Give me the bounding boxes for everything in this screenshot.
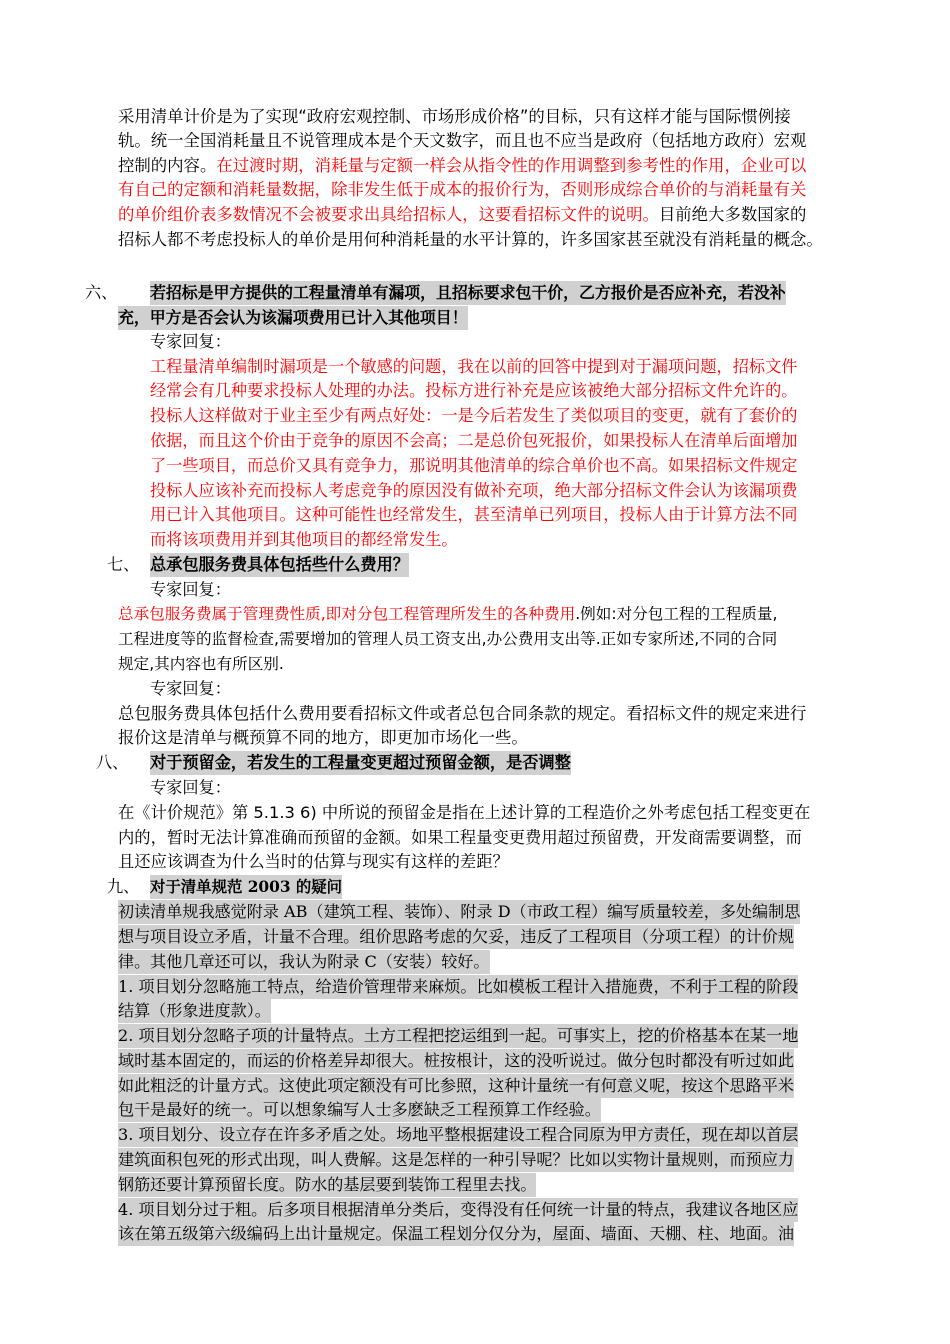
section-9-paragraph-line-2: 想与项目设立矛盾，计量不合理。组价思路考虑的欠妥，违反了工程项目（分项工程）的计价规 [118,925,794,949]
section-6-answer-line-6: 投标人应该补充而投标人考虑竞争的原因没有做补充项，绝大部分招标文件会认为该漏项费 [150,481,798,500]
section-8-expert-label: 专家回复： [150,778,231,797]
section-7-answer-line-1 [118,602,777,626]
section-9-item-3-line-3: 钢筋还要计算预留长度。防水的基层要到装饰工程里去找。 [118,1173,536,1197]
section-9-item-2-line-4: 包干是最好的统一。可以想象编写人士多麽缺乏工程预算工作经验。 [118,1098,601,1122]
section-8-question: 对于预留金，若发生的工程量变更超过预留金额，是否调整 [150,751,571,775]
section-9-item-3-line-2: 建筑面积包死的形式出现，叫人费解。这是怎样的一种引导呢？比如以实物计量规则，而预应力 [118,1148,794,1172]
section-7-expert-label-1: 专家回复： [150,580,231,599]
intro-line-5 [118,203,806,227]
section-9-item-2-line-1: 2. 项目划分忽略子项的计量特点。土方工程把挖运组到一起。可事实上，挖的价格基本在某一地 [118,1024,798,1048]
section-9-number: 九、 [107,877,140,896]
section-7-question: 总承包服务费具体包括些什么费用？ [150,553,409,577]
intro-line-3-black: 控制的内容。 [118,156,217,175]
section-6-answer-line-3: 投标人这样做对于业主至少有两点好处：一是今后若发生了类似项目的变更，就有了套价的 [150,406,798,425]
section-9-item-2-line-2: 域时基本固定的，而运的价格差异却很大。桩按根计，这的没听说过。做分包时都没有听过如此 [118,1049,794,1073]
section-9-item-4-line-2: 该在第五级第六级编码上出计量规定。保温工程划分仅分为，屋面、墙面、天棚、柱、地面。油 [118,1222,794,1246]
section-8-number: 八、 [96,753,129,772]
section-7-answer-line-3: 规定,其内容也有所区别. [118,655,284,673]
section-9-question: 对于清单规范 2003 的疑问 [150,875,342,899]
section-6-answer-line-1: 工程量清单编制时漏项是一个敏感的问题，我在以前的回答中提到对于漏项问题，招标文件 [150,357,798,376]
section-9-item-4-line-1: 4. 项目划分过于粗。后多项目根据清单分类后，变得没有任何统一计量的特点，我建议各地区应 [118,1198,798,1222]
section-7-answer-line-2: 工程进度等的监督检查,需要增加的管理人员工资支出,办公费用支出等.正如专家所述,不同的合同 [118,630,778,648]
section-7-reply-line-2: 报价这是清单与概预算不同的地方，即更加市场化一些。 [118,728,528,747]
section-6-question-line-2: 充，甲方是否会认为该漏项费用已计入其他项目！ [118,306,468,330]
section-6-answer-line-8: 而将该项费用并到其他项目的都经常发生。 [150,530,458,549]
intro-line-5-red: 的单价组价表多数情况不会被要求出具给招标人，这要看招标文件的说明。 [118,205,659,224]
intro-line-5-black: 目前绝大多数国家的 [658,205,807,224]
section-6-expert-label: 专家回复： [150,332,231,351]
intro-line-4: 有自己的定额和消耗量数据，除非发生低于成本的报价行为，否则形成综合单价的与消耗量有关 [118,180,807,199]
section-7-reply-line-1: 总包服务费具体包括什么费用要看招标文件或者总包合同条款的规定。看招标文件的规定来进行 [118,704,807,723]
section-9-paragraph-line-3: 律。其他几章还可以，我认为附录 C（安装）较好。 [118,950,490,974]
intro-line-1: 采用清单计价是为了实现“政府宏观控制、市场形成价格”的目标，只有这样才能与国际惯例接 [118,107,791,126]
section-9-item-1-line-1: 1. 项目划分忽略施工特点，给造价管理带来麻烦。比如模板工程计入措施费，不利于工程的阶段 [118,975,798,999]
intro-line-3-red: 在过渡时期，消耗量与定额一样会从指令性的作用调整到参考性的作用，企业可以 [216,156,807,175]
intro-line-3 [118,154,806,178]
section-6-number: 六、 [85,283,118,302]
section-6-answer-line-2: 经常会有几种要求投标人处理的办法。投标方进行补充是应该被绝大部分招标文件允许的。 [150,381,798,400]
section-8-answer-line-3: 且还应该调查为什么当时的估算与现实有这样的差距？ [118,852,509,871]
section-6-answer-line-7: 用已计入其他项目。这种可能性也经常发生，甚至清单已列项目，投标人由于计算方法不同 [150,505,798,524]
section-9-item-1-line-2: 结算（形象进度款）。 [118,999,271,1023]
section-7-answer-line-1-black: .例如:对分包工程的工程质量, [575,605,778,623]
section-7-expert-label-2: 专家回复： [150,679,231,698]
section-9-paragraph-line-1: 初读清单规我感觉附录 AB（建筑工程、装饰）、附录 D（市政工程）编写质量较差，多处编制思 [118,900,800,924]
section-9-item-2-line-3: 如此粗泛的计量方式。这使此项定额没有可比参照，这种计量统一有何意义呢，按这个思路平米 [118,1074,794,1098]
section-8-answer-line-1: 在《计价规范》第 5.1.3 6) 中所说的预留金是指在上述计算的工程造价之外考虑包括工程变更在 [118,803,811,822]
section-7-answer-line-1-red: 总承包服务费属于管理费性质,即对分包工程管理所发生的各种费用 [118,605,576,623]
section-7-number: 七、 [107,555,140,574]
section-6-answer-line-4: 依据，而且这个价由于竞争的原因不会高；二是总价包死报价，如果投标人在清单后面增加 [150,431,798,450]
section-6-answer-line-5: 了一些项目，而总价又具有竞争力，那说明其他清单的综合单价也不高。如果招标文件规定 [150,456,798,475]
section-9-item-3-line-1: 3. 项目划分、设立存在许多矛盾之处。场地平整根据建设工程合同原为甲方责任，现在却以首层 [118,1123,798,1147]
intro-line-6: 招标人都不考虑投标人的单价是用何种消耗量的水平计算的，许多国家甚至就没有消耗量的概念。 [118,230,823,249]
section-8-answer-line-2: 内的，暂时无法计算准确而预留的金额。如果工程量变更费用超过预留费，开发商需要调整，而 [118,828,802,847]
intro-line-2: 轨。统一全国消耗量且不说管理成本是个天文数字，而且也不应当是政府（包括地方政府）宏观 [118,131,807,150]
section-6-question-line-1: 若招标是甲方提供的工程量清单有漏项，且招标要求包干价，乙方报价是否应补充，若没补 [150,281,786,305]
